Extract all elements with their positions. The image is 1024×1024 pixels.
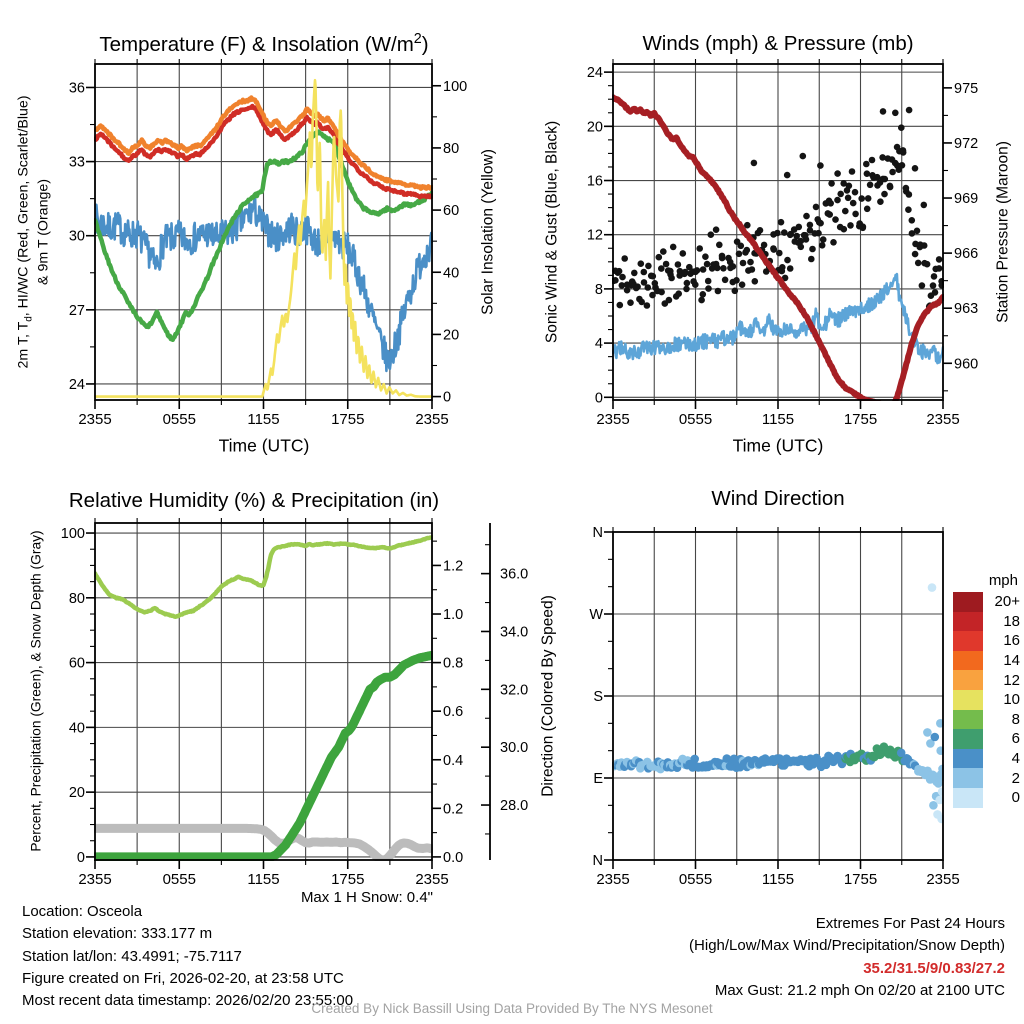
speed-legend-rows (953, 592, 1020, 808)
temp-chart-title (99, 31, 428, 57)
svg-text:33: 33 (68, 154, 85, 171)
svg-text:975: 975 (954, 80, 979, 97)
svg-text:24: 24 (68, 376, 85, 393)
direction_scatter (610, 583, 947, 823)
wind_direction-gridlines (613, 532, 943, 860)
temp-left-pre: 2m T, T (15, 321, 32, 369)
svg-text:1155: 1155 (761, 871, 795, 888)
svg-text:0.6: 0.6 (443, 704, 464, 721)
rh-chart-title: Relative Humidity (%) & Precipitation (in) (68, 489, 440, 512)
temp-left-sub: d (23, 316, 35, 322)
svg-text:30.0: 30.0 (500, 740, 529, 757)
insolation-right-axis-label: Solar Insolation (Yellow) (479, 149, 497, 315)
svg-text:2355: 2355 (926, 871, 960, 888)
legend-label: 12 (1003, 671, 1020, 689)
speed-legend-title: mph (988, 572, 1018, 589)
svg-text:E: E (593, 771, 603, 787)
legend-row (953, 631, 1020, 651)
extremes-subtitle: (High/Low/Max Wind/Precipitation/Snow Depth) (689, 937, 1005, 955)
svg-text:80: 80 (443, 140, 460, 157)
legend-row (953, 651, 1020, 671)
temp-left-axis-label (16, 95, 53, 368)
svg-text:27: 27 (68, 302, 85, 319)
legend-label: 8 (1011, 710, 1020, 728)
legend-label: 16 (1003, 632, 1020, 650)
svg-text:1155: 1155 (761, 411, 795, 428)
svg-text:0.4: 0.4 (443, 752, 464, 769)
svg-text:0: 0 (76, 849, 85, 866)
svg-text:0555: 0555 (678, 411, 713, 428)
legend-row (953, 768, 1020, 788)
legend-swatch (953, 670, 983, 690)
svg-text:0555: 0555 (162, 871, 196, 888)
wind_direction-series (610, 583, 947, 823)
legend-row (953, 612, 1020, 632)
svg-text:36: 36 (68, 80, 85, 97)
svg-text:100: 100 (60, 526, 85, 543)
legend-row (953, 710, 1020, 730)
svg-text:30: 30 (68, 228, 85, 245)
svg-text:0555: 0555 (162, 411, 196, 428)
legend-row (953, 729, 1020, 749)
svg-text:60: 60 (68, 655, 85, 672)
svg-text:28.0: 28.0 (500, 798, 529, 815)
station-latlon: Station lat/lon: 43.4991; -75.7117 (22, 947, 242, 965)
svg-text:963: 963 (954, 301, 979, 318)
legend-row (953, 690, 1020, 710)
svg-text:20: 20 (443, 327, 460, 344)
winds-xaxis-label: Time (UTC) (732, 435, 824, 456)
winds-chart-title: Winds (mph) & Pressure (mb) (642, 32, 914, 55)
svg-text:0555: 0555 (678, 871, 713, 888)
svg-text:1755: 1755 (843, 411, 878, 428)
legend-label: 0 (1011, 789, 1020, 807)
svg-text:2355: 2355 (596, 411, 630, 428)
max-snow-note: Max 1 H Snow: 0.4" (300, 889, 433, 906)
station-elevation: Station elevation: 333.177 m (22, 925, 213, 943)
extremes-title: Extremes For Past 24 Hours (815, 915, 1005, 932)
svg-text:34.0: 34.0 (500, 624, 529, 641)
legend-label: 2 (1011, 769, 1020, 787)
svg-text:2355: 2355 (415, 871, 449, 888)
legend-swatch (953, 710, 983, 730)
speed-legend (953, 572, 1020, 808)
svg-text:2355: 2355 (78, 871, 112, 888)
legend-swatch (953, 788, 983, 808)
svg-text:36.0: 36.0 (500, 566, 529, 583)
svg-text:2355: 2355 (926, 411, 960, 428)
legend-row (953, 592, 1020, 612)
svg-text:1.2: 1.2 (443, 558, 464, 575)
temp-xaxis-label: Time (UTC) (218, 435, 310, 456)
legend-swatch (953, 729, 983, 749)
winddir-chart-title: Wind Direction (711, 487, 845, 510)
legend-row (953, 670, 1020, 690)
legend-swatch (953, 768, 983, 788)
legend-swatch (953, 612, 983, 632)
svg-text:1755: 1755 (331, 411, 365, 428)
svg-text:2355: 2355 (78, 411, 112, 428)
svg-text:1.0: 1.0 (443, 607, 464, 624)
temp_insolation-chart (69, 59, 467, 428)
svg-text:1755: 1755 (843, 871, 878, 888)
svg-text:S: S (593, 689, 603, 705)
wind_direction-chart (589, 525, 959, 888)
station-info-block (22, 901, 353, 1012)
station-location: Location: Osceola (22, 903, 143, 920)
wind_direction-axes (589, 525, 959, 888)
legend-row (953, 749, 1020, 769)
temp-left-axis-line1 (16, 95, 36, 368)
extremes-block (689, 913, 1005, 1002)
svg-text:16: 16 (586, 173, 603, 190)
max-gust: Max Gust: 21.2 mph On 02/20 at 2100 UTC (714, 981, 1005, 999)
svg-text:40: 40 (443, 265, 460, 282)
svg-text:N: N (592, 525, 603, 541)
svg-text:24: 24 (586, 65, 603, 82)
legend-label: 6 (1011, 730, 1020, 748)
svg-text:0.8: 0.8 (443, 655, 464, 672)
svg-text:N: N (592, 853, 603, 869)
svg-text:2355: 2355 (596, 871, 630, 888)
wind-left-axis-label: Sonic Wind & Gust (Blue, Black) (543, 120, 561, 344)
legend-swatch (953, 651, 983, 671)
svg-text:0: 0 (594, 390, 603, 407)
svg-text:80: 80 (68, 590, 85, 607)
temp-left-post: , HI/WC (Red, Green, Scarlet/Blue) (15, 95, 32, 317)
svg-text:969: 969 (954, 191, 979, 208)
legend-label: 20+ (994, 593, 1020, 611)
pressure-right-axis-label: Station Pressure (Maroon) (994, 141, 1012, 323)
svg-text:12: 12 (586, 227, 603, 244)
winds_pressure-chart (587, 59, 978, 428)
legend-label: 4 (1011, 750, 1020, 768)
legend-label: 18 (1003, 612, 1020, 630)
svg-text:960: 960 (954, 356, 979, 373)
legend-swatch (953, 631, 983, 651)
legend-swatch (953, 690, 983, 710)
svg-text:20: 20 (68, 785, 85, 802)
svg-text:100: 100 (443, 78, 468, 95)
svg-text:8: 8 (594, 281, 603, 298)
svg-text:1155: 1155 (247, 411, 280, 428)
svg-text:60: 60 (443, 203, 460, 220)
temp-title-post: ) (421, 32, 429, 56)
svg-text:972: 972 (954, 135, 979, 152)
svg-text:4: 4 (594, 336, 603, 353)
figure-created: Figure created on Fri, 2026-02-20, at 23:58 UTC (22, 969, 344, 987)
rh-left-axis-label: Percent, Precipitation (Green), & Snow Depth (Gray) (28, 530, 44, 852)
svg-text:20: 20 (586, 119, 603, 136)
svg-text:0: 0 (443, 389, 452, 406)
legend-label: 14 (1003, 652, 1020, 670)
temp-title-pre: Temperature (F) & Insolation (W/m (99, 32, 414, 56)
data-timestamp: Most recent data timestamp: 2026/02/20 23:55:00 (22, 992, 354, 1010)
extremes-values: 35.2/31.5/9/0.83/27.2 (863, 959, 1005, 977)
rh_precip-gridlines (95, 523, 432, 860)
svg-text:1755: 1755 (331, 871, 365, 888)
svg-text:0.0: 0.0 (443, 849, 464, 866)
legend-label: 10 (1003, 691, 1020, 709)
winddir-left-axis-label: Direction (Colored By Speed) (539, 595, 557, 797)
svg-text:1155: 1155 (247, 871, 280, 888)
svg-text:W: W (589, 607, 603, 623)
legend-swatch (953, 592, 983, 612)
temp-title-sup: 2 (413, 31, 422, 48)
svg-text:0.2: 0.2 (443, 801, 464, 818)
legend-row (953, 788, 1020, 808)
credit-line: Created By Nick Bassill Using Data Provided By The NYS Mesonet (311, 1001, 713, 1016)
rh_precip-chart (61, 518, 528, 888)
temp-left-axis-line2: & 9m T (Orange) (35, 179, 52, 285)
svg-text:40: 40 (68, 720, 85, 737)
svg-text:2355: 2355 (415, 411, 449, 428)
svg-text:966: 966 (954, 246, 979, 263)
svg-text:32.0: 32.0 (500, 682, 529, 699)
legend-swatch (953, 749, 983, 769)
